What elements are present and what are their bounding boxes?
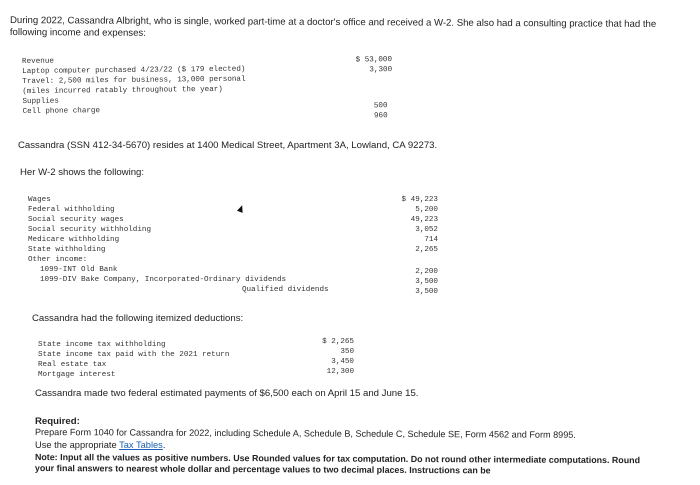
- itemized-table: [38, 338, 358, 383]
- w2-label: Wages: [28, 196, 51, 204]
- itemized-label: State income tax paid with the 2021 return: [38, 351, 230, 359]
- w2-label: State withholding: [28, 246, 106, 254]
- consulting-label: (miles incurred ratably throughout the year): [22, 85, 223, 96]
- w2-value: 3,052: [415, 226, 438, 234]
- w2-label: Medicare withholding: [28, 236, 120, 244]
- itemized-label: Real estate tax: [38, 361, 107, 369]
- required-title: Required:: [35, 416, 80, 427]
- w2-label: Qualified dividends: [242, 286, 329, 294]
- w2-label: 1099-INT Old Bank: [40, 266, 118, 274]
- w2-label: 1099-DIV Bake Company, Incorporated-Ordinary dividends: [40, 276, 287, 284]
- tax-tables-line: [35, 440, 165, 450]
- required-line: Prepare Form 1040 for Cassandra for 2022, including Schedule A, Schedule B, Schedule C, Schedule SE, Form 4562 and Form 8995.: [34, 427, 576, 440]
- w2-value: 714: [424, 236, 438, 244]
- w2-value: 3,500: [415, 278, 438, 286]
- intro-paragraph: During 2022, Cassandra Albright, who is single, worked part-time at a doctor's office and received a W-2. She also had a consulting practice that had the following income and expenses:: [9, 15, 657, 39]
- estimated-payments-text: Cassandra made two federal estimated payments of $6,500 each on April 15 and June 15.: [35, 388, 419, 399]
- itemized-value: 350: [340, 348, 354, 356]
- consulting-label: Laptop computer purchased 4/23/22 ($ 179 elected): [22, 65, 246, 76]
- w2-value: 2,265: [415, 246, 438, 254]
- itemized-label: State income tax withholding: [38, 341, 166, 349]
- w2-value: 3,500: [415, 288, 438, 296]
- consulting-value: 960: [373, 112, 388, 121]
- itemized-label: Mortgage interest: [38, 371, 116, 379]
- w2-heading: Her W-2 shows the following:: [20, 167, 145, 178]
- w2-table: [28, 196, 438, 300]
- consulting-label: Revenue: [22, 57, 54, 66]
- residence-text: Cassandra (SSN 412-34-5670) resides at 1400 Medical Street, Apartment 3A, Lowland, CA 92273.: [18, 140, 438, 151]
- consulting-value: 500: [373, 102, 388, 111]
- w2-value: $ 49,223: [401, 196, 438, 204]
- w2-label: Federal withholding: [28, 206, 115, 214]
- tax-tables-link[interactable]: Tax Tables: [119, 440, 163, 450]
- w2-label: Social security withholding: [28, 226, 152, 234]
- consulting-label: Supplies: [22, 97, 59, 106]
- w2-value: 5,200: [415, 206, 438, 214]
- w2-value: 2,200: [415, 268, 438, 276]
- tax-tables-prefix: Use the appropriate: [35, 440, 120, 450]
- tax-tables-suffix: .: [162, 440, 166, 450]
- w2-label: Social security wages: [28, 216, 124, 224]
- consulting-label: Cell phone charge: [22, 107, 101, 116]
- consulting-value: $ 53,000: [355, 56, 393, 65]
- consulting-label: Travel: 2,500 miles for business, 13,000 personal: [22, 75, 246, 86]
- w2-value: 49,223: [410, 216, 438, 224]
- itemized-value: 3,450: [331, 358, 354, 366]
- itemized-value: $ 2,265: [322, 338, 354, 346]
- consulting-value: 3,300: [369, 66, 393, 75]
- itemized-value: 12,300: [326, 368, 354, 376]
- consulting-table: [22, 54, 393, 128]
- itemized-heading: Cassandra had the following itemized deductions:: [32, 313, 244, 324]
- instructions-note: Note: Input all the values as positive numbers. Use Rounded values for tax computation. Do not round other intermediate computations. Round your final answers to nearest whole dollar and percentage values to two decimal places. Instructions can be: [34, 452, 641, 476]
- w2-label: Other income:: [28, 256, 88, 264]
